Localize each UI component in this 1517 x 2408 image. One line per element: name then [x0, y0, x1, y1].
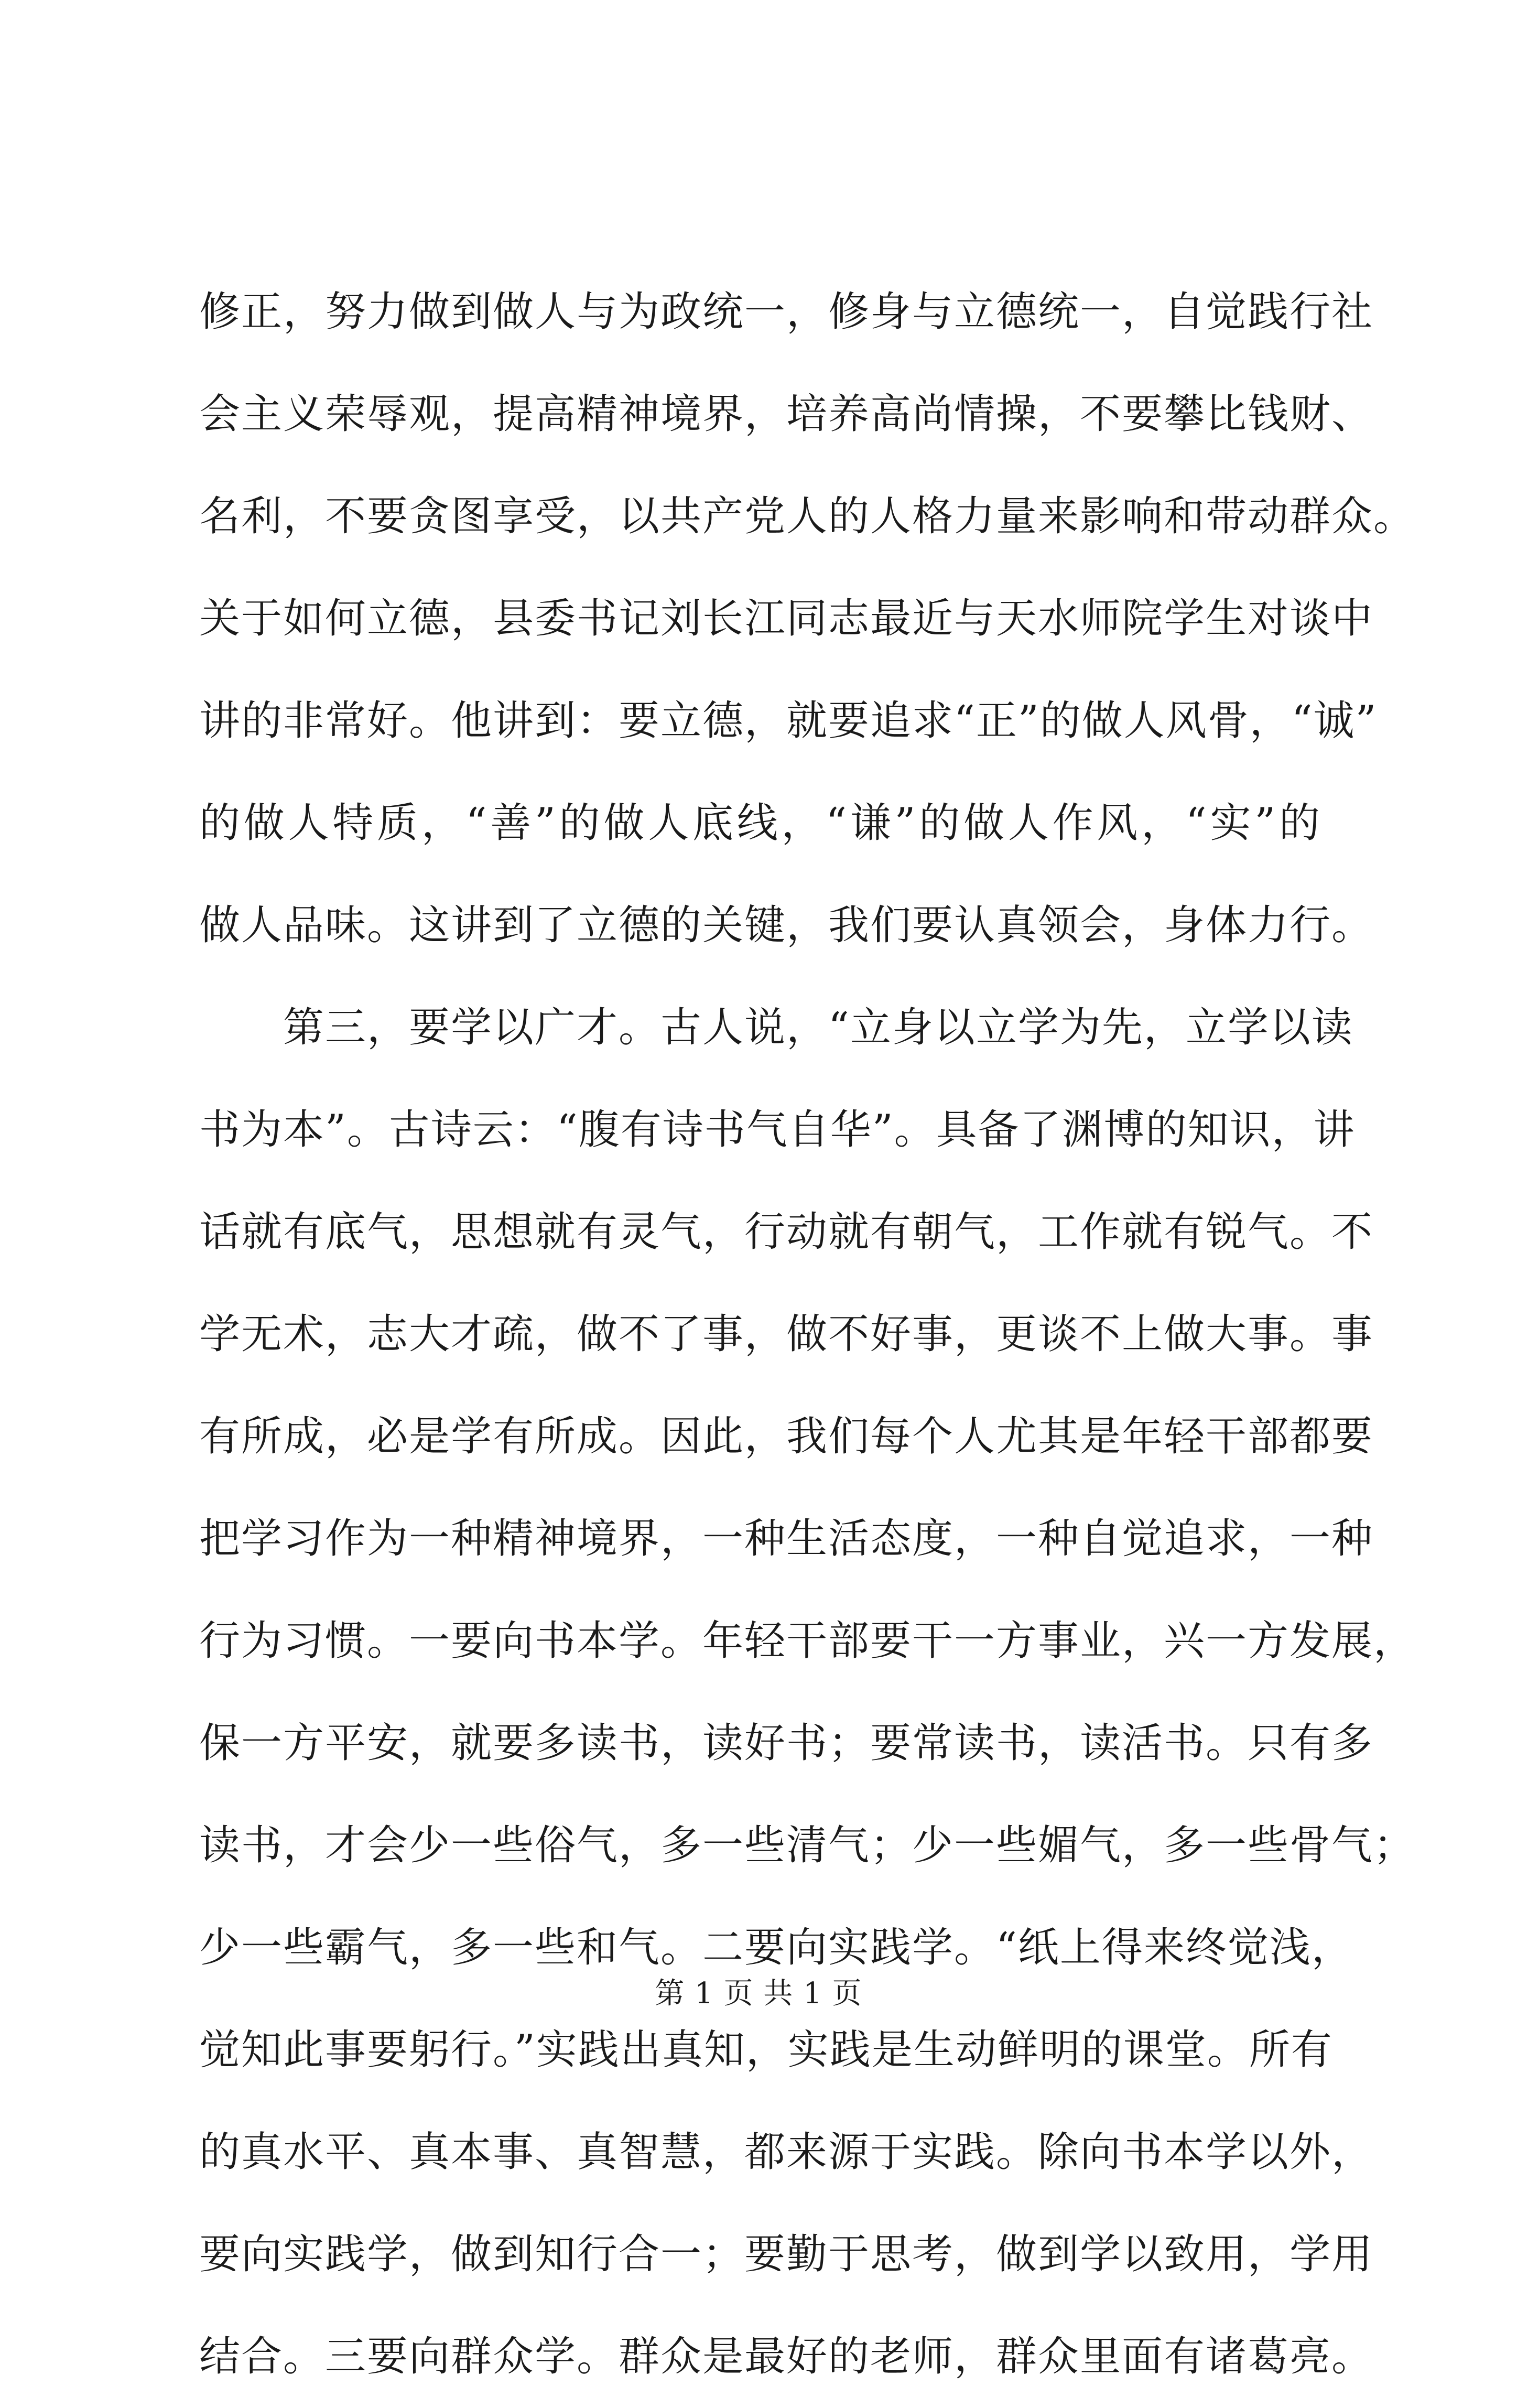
text-line: 修正，努力做到做人与为政统一，修身与立德统一，自觉践行社 [199, 288, 1374, 336]
text-line: 有所成，必是学有所成。因此，我们每个人尤其是年轻干部都要 [199, 1413, 1374, 1460]
text-line: 行为习惯。一要向书本学。年轻干部要干一方事业，兴一方发展， [199, 1617, 1416, 1665]
text-line: 关于如何立德，县委书记刘长江同志最近与天水师院学生对谈中 [199, 595, 1374, 642]
text-line: 会主义荣辱观，提高精神境界，培养高尚情操，不要攀比钱财、 [199, 391, 1374, 438]
text-line: 读书，才会少一些俗气，多一些清气；少一些媚气，多一些骨气； [199, 1822, 1416, 1869]
text-line: 少一些霸气，多一些和气。二要向实践学。“纸上得来终觉浅， [199, 1924, 1353, 1971]
document-body [199, 261, 1416, 2408]
paragraph-end-line: 做人品味。这讲到了立德的关键，我们要认真领会，身体力行。 [199, 902, 1374, 949]
text-line: 保一方平安，就要多读书，读好书；要常读书，读活书。只有多 [199, 1720, 1374, 1767]
text-line: 名利，不要贪图享受，以共产党人的人格力量来影响和带动群众。 [199, 493, 1416, 540]
page-number-footer: 第 1 页 共 1 页 [655, 1977, 862, 2011]
text-line: 书为本”。古诗云：“腹有诗书气自华”。具备了渊博的知识，讲 [199, 1106, 1356, 1153]
text-line: 话就有底气，思想就有灵气，行动就有朝气，工作就有锐气。不 [199, 1208, 1374, 1256]
text-line: 的做人特质，“善”的做人底线，“谦”的做人作风，“实”的 [199, 800, 1321, 847]
text-line: 讲的非常好。他讲到：要立德，就要追求“正”的做人风骨，“诚” [199, 697, 1378, 744]
text-line: 要向实践学，做到知行合一；要勤于思考，做到学以致用，学用 [199, 2231, 1374, 2278]
text-line: 觉知此事要躬行。”实践出真知，实践是生动鲜明的课堂。所有 [199, 2026, 1333, 2074]
text-line: 学无术，志大才疏，做不了事，做不好事，更谈不上做大事。事 [199, 1311, 1374, 1358]
text-line: 的真水平、真本事、真智慧，都来源于实践。除向书本学以外， [199, 2129, 1374, 2176]
paragraph-start-line: 第三，要学以广才。古人说，“立身以立学为先，立学以读 [283, 1004, 1353, 1051]
text-line: 把学习作为一种精神境界，一种生活态度，一种自觉追求，一种 [199, 1515, 1374, 1562]
text-line: 结合。三要向群众学。群众是最好的老师，群众里面有诸葛亮。 [199, 2333, 1374, 2380]
